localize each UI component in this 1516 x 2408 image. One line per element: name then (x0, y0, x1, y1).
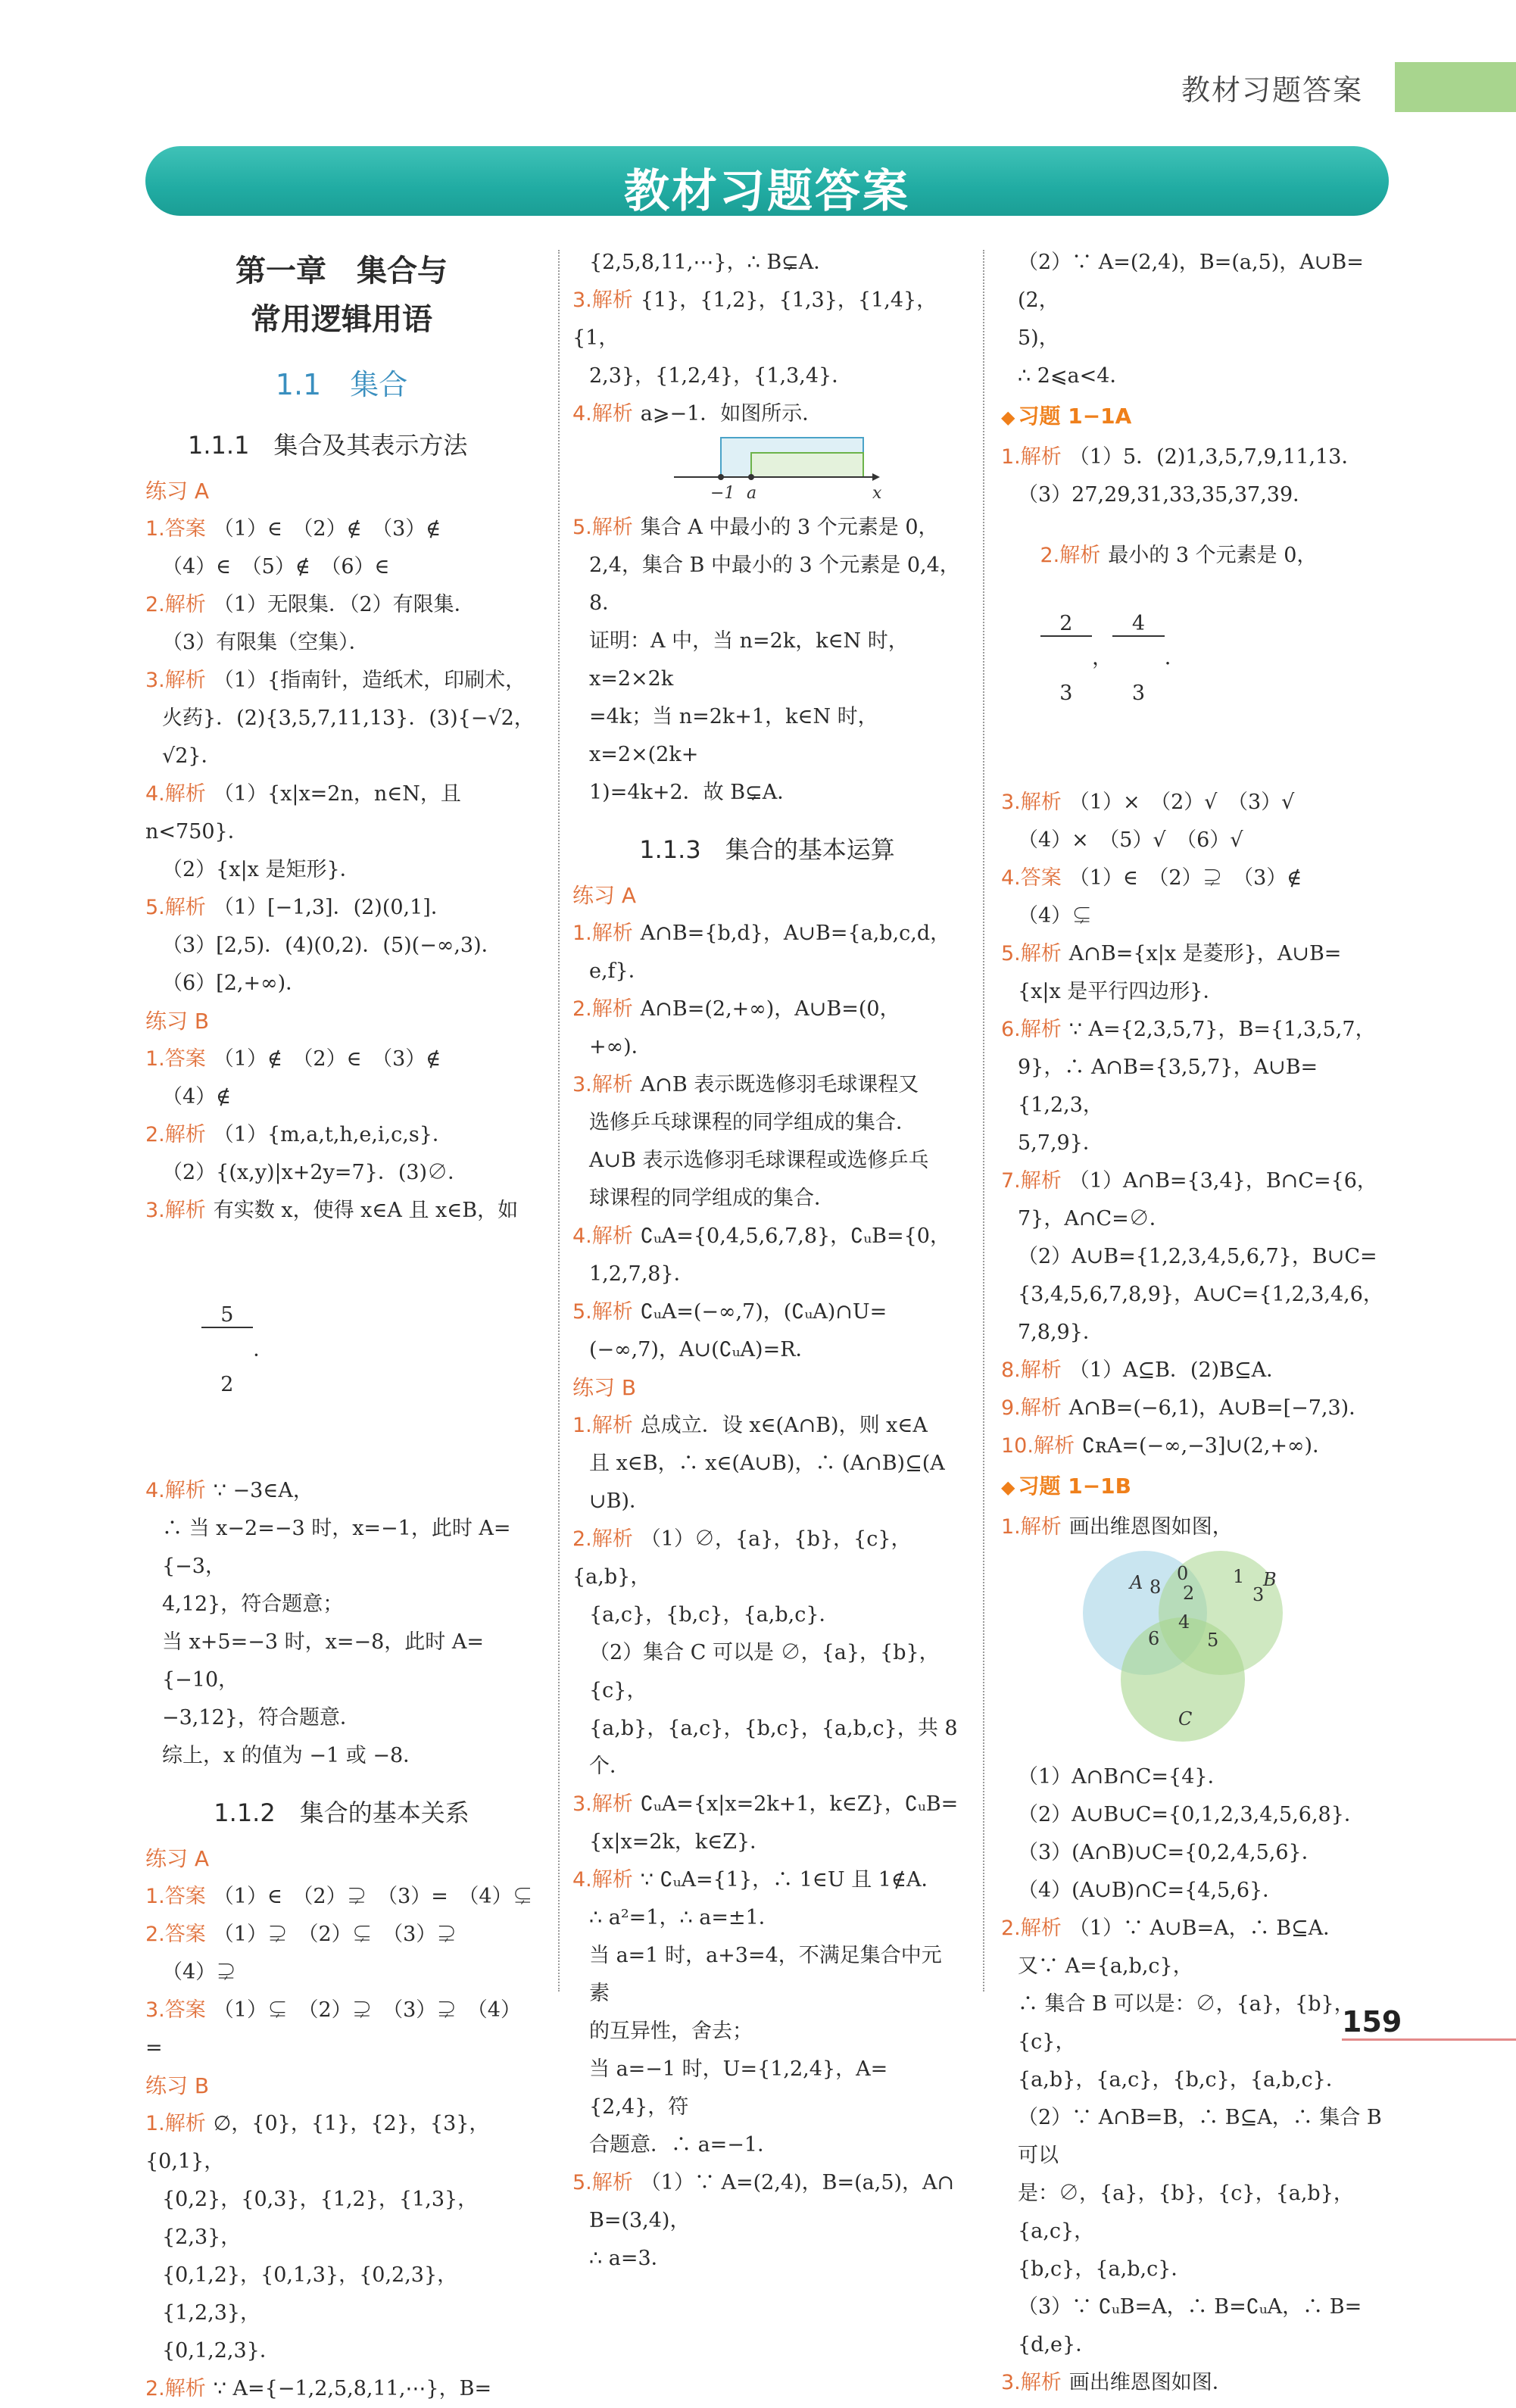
answer-item: 1.解析 ∅，{0}，{1}，{2}，{3}，{0,1}， {0,2}，{0,3}，{1,2}，{1,3}，{2,3}， {0,1,2}，{0,1,3}，{0,2,3}，{1,2,3}， {0,1,2,3}． (145, 2112, 490, 2363)
venn-label-b: B (1263, 1569, 1277, 1590)
answer-item: 1.答案 （1）∉ （2）∈ （3）∉ （4）∉ (145, 1047, 441, 1109)
answer-item: 4.解析 a⩾−1．如图所示． −1 a x (572, 395, 962, 509)
answer-item: 5.解析 集合 A 中最小的 3 个元素是 0， 2,4，集合 B 中最小的 3 个元素是 0,4， 8． 证明：A 中，当 n=2k，k∈N 时，x=2×2k =4k；当 n=2k+1，k∈N 时，x=2×(2k+ 1)=4k+2．故 B⊊A． (572, 516, 960, 804)
answer-item: 4.答案 （1）∈ （2）⊋ （3）∉ （4）⊊ (1001, 866, 1302, 928)
drill-heading: 练习 A (572, 883, 637, 908)
subsection-title: 1.1.3 集合的基本运算 (639, 835, 895, 864)
page-number: 159 (1342, 2005, 1402, 2038)
column-1 (145, 244, 538, 2408)
answer-item: 3.解析 {1}，{1,2}，{1,3}，{1,4}，{1， 2,3}，{1,2,4}，{1,3,4}． (572, 289, 937, 388)
venn-num-5: 5 (1207, 1630, 1219, 1651)
drill-heading: 练习 A (145, 1846, 210, 1871)
answer-item: 2.解析 （1）{m,a,t,h,e,i,c,s}． （2）{(x,y)|x+2y=7}．(3)∅． (145, 1123, 469, 1184)
answer-item: 2.解析 A∩B=(2,+∞)，A∪B=(0， +∞)． (572, 997, 900, 1059)
answer-item: 5.解析 ∁ᵤA=(−∞,7)，(∁ᵤA)∩U= (−∞,7)，A∪(∁ᵤA)=R． (572, 1300, 887, 1362)
answer-item: 3.答案 （1）⊊ （2）⊋ （3）⊋ （4）= (145, 1998, 521, 2060)
answer-item: 1.解析 总成立．设 x∈(A∩B)，则 x∈A 且 x∈B，∴ x∈(A∪B)，∴ (A∩B)⊆(A ∪B)． (572, 1414, 945, 1513)
answer-item: 3.解析 （1）{指南针，造纸术，印刷术， 火药}．(2){3,5,7,11,13}．(3){−√2， √2}． (145, 669, 535, 768)
column-3: （2）∵ A=(2,4)，B=(a,5)，A∪B=(2， 5)， ∴ 2⩽a<4． ◆ 习题 1−1A 1.解析 （1）5．(2)1,3,5,7,9,11,13． （3）27,29,31,33,35,37,39． 2.解析 最小的 3 个元素是 0， $\frac{2}{3}$ ， $\frac{4}{3}$ ． 3.解析 （1）× （2）√ （3）√ （4）× （5）√ （6）√ 4.答案 （1）∈ （2）⊋ （3）∉ （4）⊊ 5.解析 A∩B={x|x 是菱形}，A∪B= {x|x 是平行四边形}． 6.解析 ∵ A={2,3,5,7}，B={1,3,5,7， 9}，∴ A∩B={3,5,7}，A∪B={1,2,3， 5,7,9}． 7.解析 （1）A∩B={3,4}，B∩C={6， 7}，A∩C=∅． （2）A∪B={1,2,3,4,5,6,7}，B∪C= {3,4,5,6,7,8,9}，A∪C={1,2,3,4,6， 7,8,9}． 8.解析 （1）A⊆B．(2)B⊆A． 9.解析 A∩B=(−6,1)，A∪B=[−7,3)． 10.解析 ∁ʀA=(−∞,−3]∪(2,+∞)． ◆ 习题 1−1B 1.解析 画出维恩图如图， A B C 8 0 1 2 3 4 6 5 （1）A∩B∩C={4}． （2）A∪B∪C={0,1,2,3,4,5,6,8}． （3）(A∩B)∪C={0,2,4,5,6}． （4）(A∪B)∩C={4,5,6}． 2.解析 （1）∵ A∪B=A，∴ B⊆A． 又∵ A={a,b,c}， ∴ 集合 B 可以是：∅，{a}，{b}，{c}， {a,b}，{a,c}，{b,c}，{a,b,c}． （2）∵ A∩B=B，∴ B⊆A，∴ 集合 B 可以 是：∅，{a}，{b}，{c}，{a,b}，{a,c}， {b,c}，{a,b,c}． （3）∵ ∁ᵤB=A，∴ B=∁ᵤA，∴ B={d,e}． 3.解析 画出维恩图如图． (1001, 244, 1392, 2402)
venn-num-1: 1 (1233, 1566, 1245, 1587)
answer-item: 2.解析 （1）无限集．（2）有限集． （3）有限集（空集）． (145, 593, 475, 654)
answer-item: 2.解析 （1）∅，{a}，{b}，{c}，{a,b}， {a,c}，{b,c}，{a,b,c}． （2）集合 C 可以是 ∅，{a}，{b}，{c}， {a,b}，{a,c}，{b,c}，{a,b,c}，共 8 个． (572, 1527, 965, 1778)
number-line-diagram (572, 433, 962, 509)
diamond-bullet-icon: ◆ (1001, 1477, 1015, 1498)
answer-item: 3.解析 ∁ᵤA={x|x=2k+1，k∈Z}，∁ᵤB= {x|x=2k，k∈Z}． (572, 1792, 959, 1854)
drill-heading: 练习 B (145, 2073, 210, 2098)
answer-item: 3.解析 画出维恩图如图． (1001, 2371, 1233, 2394)
axis-arrow (872, 473, 880, 481)
column-divider-1 (558, 250, 560, 1992)
answer-item: 6.解析 ∵ A={2,3,5,7}，B={1,3,5,7， 9}，∴ A∩B={3,5,7}，A∪B={1,2,3， 5,7,9}． (1001, 1018, 1376, 1155)
drill-heading: 练习 B (145, 1009, 210, 1034)
answer-item: 1.解析 （1）5．(2)1,3,5,7,9,11,13． （3）27,29,31,33,35,37,39． (1001, 445, 1362, 507)
fraction: $\frac{2}{3}$ (1040, 567, 1093, 750)
exercise-heading: ◆ 习题 1−1B (1001, 1474, 1131, 1499)
set-region-lower (751, 453, 863, 477)
fraction: $\frac{4}{3}$ (1112, 567, 1165, 750)
answer-item: 2.解析 最小的 3 个元素是 0， $\frac{2}{3}$ ， $\frac{4}{3}$ ． (1001, 514, 1392, 784)
answer-item: 4.解析 ∵ ∁ᵤA={1}，∴ 1∈U 且 1∉A． ∴ a²=1，∴ a=±1． 当 a=1 时，a+3=4，不满足集合中元素 的互异性，舍去； 当 a=−1 时，U={1,2,4}，A={2,4}，符 合题意．∴ a=−1． (572, 1868, 942, 2157)
answer-item: 3.解析 A∩B 表示既选修羽毛球课程又 选修乒乓球课程的同学组成的集合． A∪B 表示选修羽毛球课程或选修乒乓 球课程的同学组成的集合． (572, 1073, 929, 1210)
subsection-title: 1.1.2 集合的基本关系 (214, 1798, 469, 1827)
number-line-figure (572, 433, 962, 509)
chapter-title: 第一章 集合与 常用逻辑用语 (236, 254, 448, 337)
point-a (748, 474, 754, 480)
venn-num-0: 0 (1177, 1563, 1189, 1584)
answer-item: 5.解析 （1）[−1,3]．(2)(0,1]． （3）[2,5)．(4)(0,2)．(5)(−∞,3)． （6）[2,+∞)． (145, 896, 502, 995)
venn-num-2: 2 (1183, 1583, 1195, 1604)
venn-label-c: C (1178, 1708, 1193, 1730)
answer-item: 1.答案 （1）∈ （2）∉ （3）∉ （4）∈ （5）∉ （6）∈ (145, 517, 441, 579)
tick-label-minus-one: −1 (710, 484, 735, 503)
answer-item: 4.解析 ∁ᵤA={0,4,5,6,7,8}，∁ᵤB={0， 1,2,7,8}． (572, 1224, 950, 1286)
column-2: {2,5,8,11,⋯}，∴ B⊊A． 3.解析 {1}，{1,2}，{1,3}，{1,4}，{1， 2,3}，{1,2,4}，{1,3,4}． 4.解析 a⩾−1．如图所示． −1 a x 5.解析 集合 A 中最小的 3 个元素是 0， 2,4，集合 B 中最小的 3 个元素是 0,4， 8． 证明：A 中，当 n=2k，k∈N 时，x=2×2k =4k；当 n=2k+1，k∈N 时，x=2×(2k+ 1)=4k+2．故 B⊊A． 1.1.3 集合的基本运算 练习 A 1.解析 A∩B={b,d}，A∪B={a,b,c,d， e,f}． 2.解析 A∩B=(2,+∞)，A∪B=(0， +∞)． 3.解析 A∩B 表示既选修羽毛球课程又 选修乒乓球课程的同学组成的集合． A∪B 表示选修羽毛球课程或选修乒乓 球课程的同学组成的集合． 4.解析 ∁ᵤA={0,4,5,6,7,8}，∁ᵤB={0， 1,2,7,8}． 5.解析 ∁ᵤA=(−∞,7)，(∁ᵤA)∩U= (−∞,7)，A∪(∁ᵤA)=R． 练习 B 1.解析 总成立．设 x∈(A∩B)，则 x∈A 且 x∈B，∴ x∈(A∪B)，∴ (A∩B)⊆(A ∪B)． 2.解析 （1）∅，{a}，{b}，{c}，{a,b}， {a,c}，{b,c}，{a,b,c}． （2）集合 C 可以是 ∅，{a}，{b}，{c}， {a,b}，{a,c}，{b,c}，{a,b,c}，共 8 个． 3.解析 ∁ᵤA={x|x=2k+1，k∈Z}，∁ᵤB= {x|x=2k，k∈Z}． 4.解析 ∵ ∁ᵤA={1}，∴ 1∈U 且 1∉A． ∴ a²=1，∴ a=±1． 当 a=1 时，a+3=4，不满足集合中元素 的互异性，舍去； 当 a=−1 时，U={1,2,4}，A={2,4}，符 合题意．∴ a=−1． 5.解析 （1）∵ A=(2,4)，B=(a,5)，A∩ B=(3,4)， ∴ a=3． (572, 244, 962, 2278)
column-divider-2 (983, 250, 984, 1992)
fraction: $\frac{5}{2}$ (201, 1259, 254, 1442)
drill-heading: 练习 B (572, 1375, 637, 1400)
answer-item: 5.解析 A∩B={x|x 是菱形}，A∪B= {x|x 是平行四边形}． (1001, 942, 1342, 1003)
section-title: 1.1 集合 (275, 368, 408, 401)
venn-num-4: 4 (1178, 1611, 1190, 1633)
answer-item: 8.解析 （1）A⊆B．(2)B⊆A． (1001, 1358, 1287, 1382)
venn-figure (1001, 1546, 1392, 1758)
venn-num-8: 8 (1149, 1577, 1162, 1598)
answer-item: 1.答案 （1）∈ （2）⊋ （3）= （4）⊊ (145, 1885, 533, 1908)
exercise-heading: ◆ 习题 1−1A (1001, 404, 1132, 429)
answer-item: 5.解析 （1）∵ A=(2,4)，B=(a,5)，A∩ B=(3,4)， ∴ a=3． (572, 2171, 955, 2270)
point-minus-one (718, 474, 724, 480)
answer-item: 1.解析 A∩B={b,d}，A∪B={a,b,c,d， e,f}． (572, 922, 951, 983)
answer-item: 3.解析 （1）× （2）√ （3）√ （4）× （5）√ （6）√ (1001, 791, 1295, 852)
subsection-title: 1.1.1 集合及其表示方法 (188, 431, 468, 460)
tick-label-a: a (747, 484, 757, 503)
diamond-bullet-icon: ◆ (1001, 407, 1015, 428)
axis-label-x: x (872, 484, 882, 503)
banner-title: 教材习题答案 (624, 165, 910, 218)
page-number-underline (1342, 2038, 1516, 2041)
answer-item: 2.解析 （1）∵ A∪B=A，∴ B⊆A． 又∵ A={a,b,c}， ∴ 集合 B 可以是：∅，{a}，{b}，{c}， {a,b}，{a,c}，{b,c}，{a,b,c}． （2）∵ A∩B=B，∴ B⊆A，∴ 集合 B 可以 是：∅，{a}，{b}，{c}，{a,b}，{a,c}， {b,c}，{a,b,c}． （3）∵ ∁ᵤB=A，∴ B=∁ᵤA，∴ B={d,e}． (1001, 1917, 1389, 2357)
answer-item: 7.解析 （1）A∩B={3,4}，B∩C={6， 7}，A∩C=∅． （2）A∪B={1,2,3,4,5,6,7}，B∪C= {3,4,5,6,7,8,9}，A∪C={1,2,3,4,6， 7,8,9}． (1001, 1169, 1383, 1344)
venn-diagram (1001, 1546, 1392, 1758)
header-color-tab (1395, 62, 1516, 112)
running-header-title: 教材习题答案 (1181, 73, 1364, 107)
answer-item: 2.答案 （1）⊋ （2）⊊ （3）⊋ （4）⊋ (145, 1923, 457, 1984)
answer-item: 2.解析 ∵ A={−1,2,5,8,11,⋯}，B= (145, 2377, 492, 2400)
answer-item: 10.解析 ∁ʀA=(−∞,−3]∪(2,+∞)． (1001, 1434, 1334, 1458)
answer-item: 1.解析 画出维恩图如图， A B C 8 0 1 2 3 4 6 5 （1）A∩B∩C={4}． （2）A∪B∪C={0,1,2,3,4,5,6,8}． （3）(A∩B)∪C={0,2,4,5,6}． （4）(A∪B)∩C={4,5,6}． (1001, 1508, 1392, 1910)
answer-item: 4.解析 （1）{x|x=2n，n∈N，且 n<750}． （2）{x|x 是矩形}． (145, 782, 468, 881)
answer-item: 4.解析 ∵ −3∈A， ∴ 当 x−2=−3 时，x=−1，此时 A={−3， 4,12}，符合题意； 当 x+5=−3 时，x=−8，此时 A={−10， −3,12}，符合题意． 综上，x 的值为 −1 或 −8． (145, 1479, 511, 1767)
answer-item: 3.解析 有实数 x，使得 x∈A 且 x∈B，如 $\frac{5}{2}$ . (145, 1192, 538, 1472)
venn-label-a: A (1130, 1572, 1143, 1593)
venn-num-6: 6 (1148, 1628, 1160, 1649)
answer-item: 9.解析 A∩B=(−6,1)，A∪B=[−7,3)． (1001, 1396, 1370, 1420)
title-banner (145, 146, 1389, 216)
drill-heading: 练习 A (145, 479, 210, 504)
venn-num-3: 3 (1252, 1584, 1265, 1605)
